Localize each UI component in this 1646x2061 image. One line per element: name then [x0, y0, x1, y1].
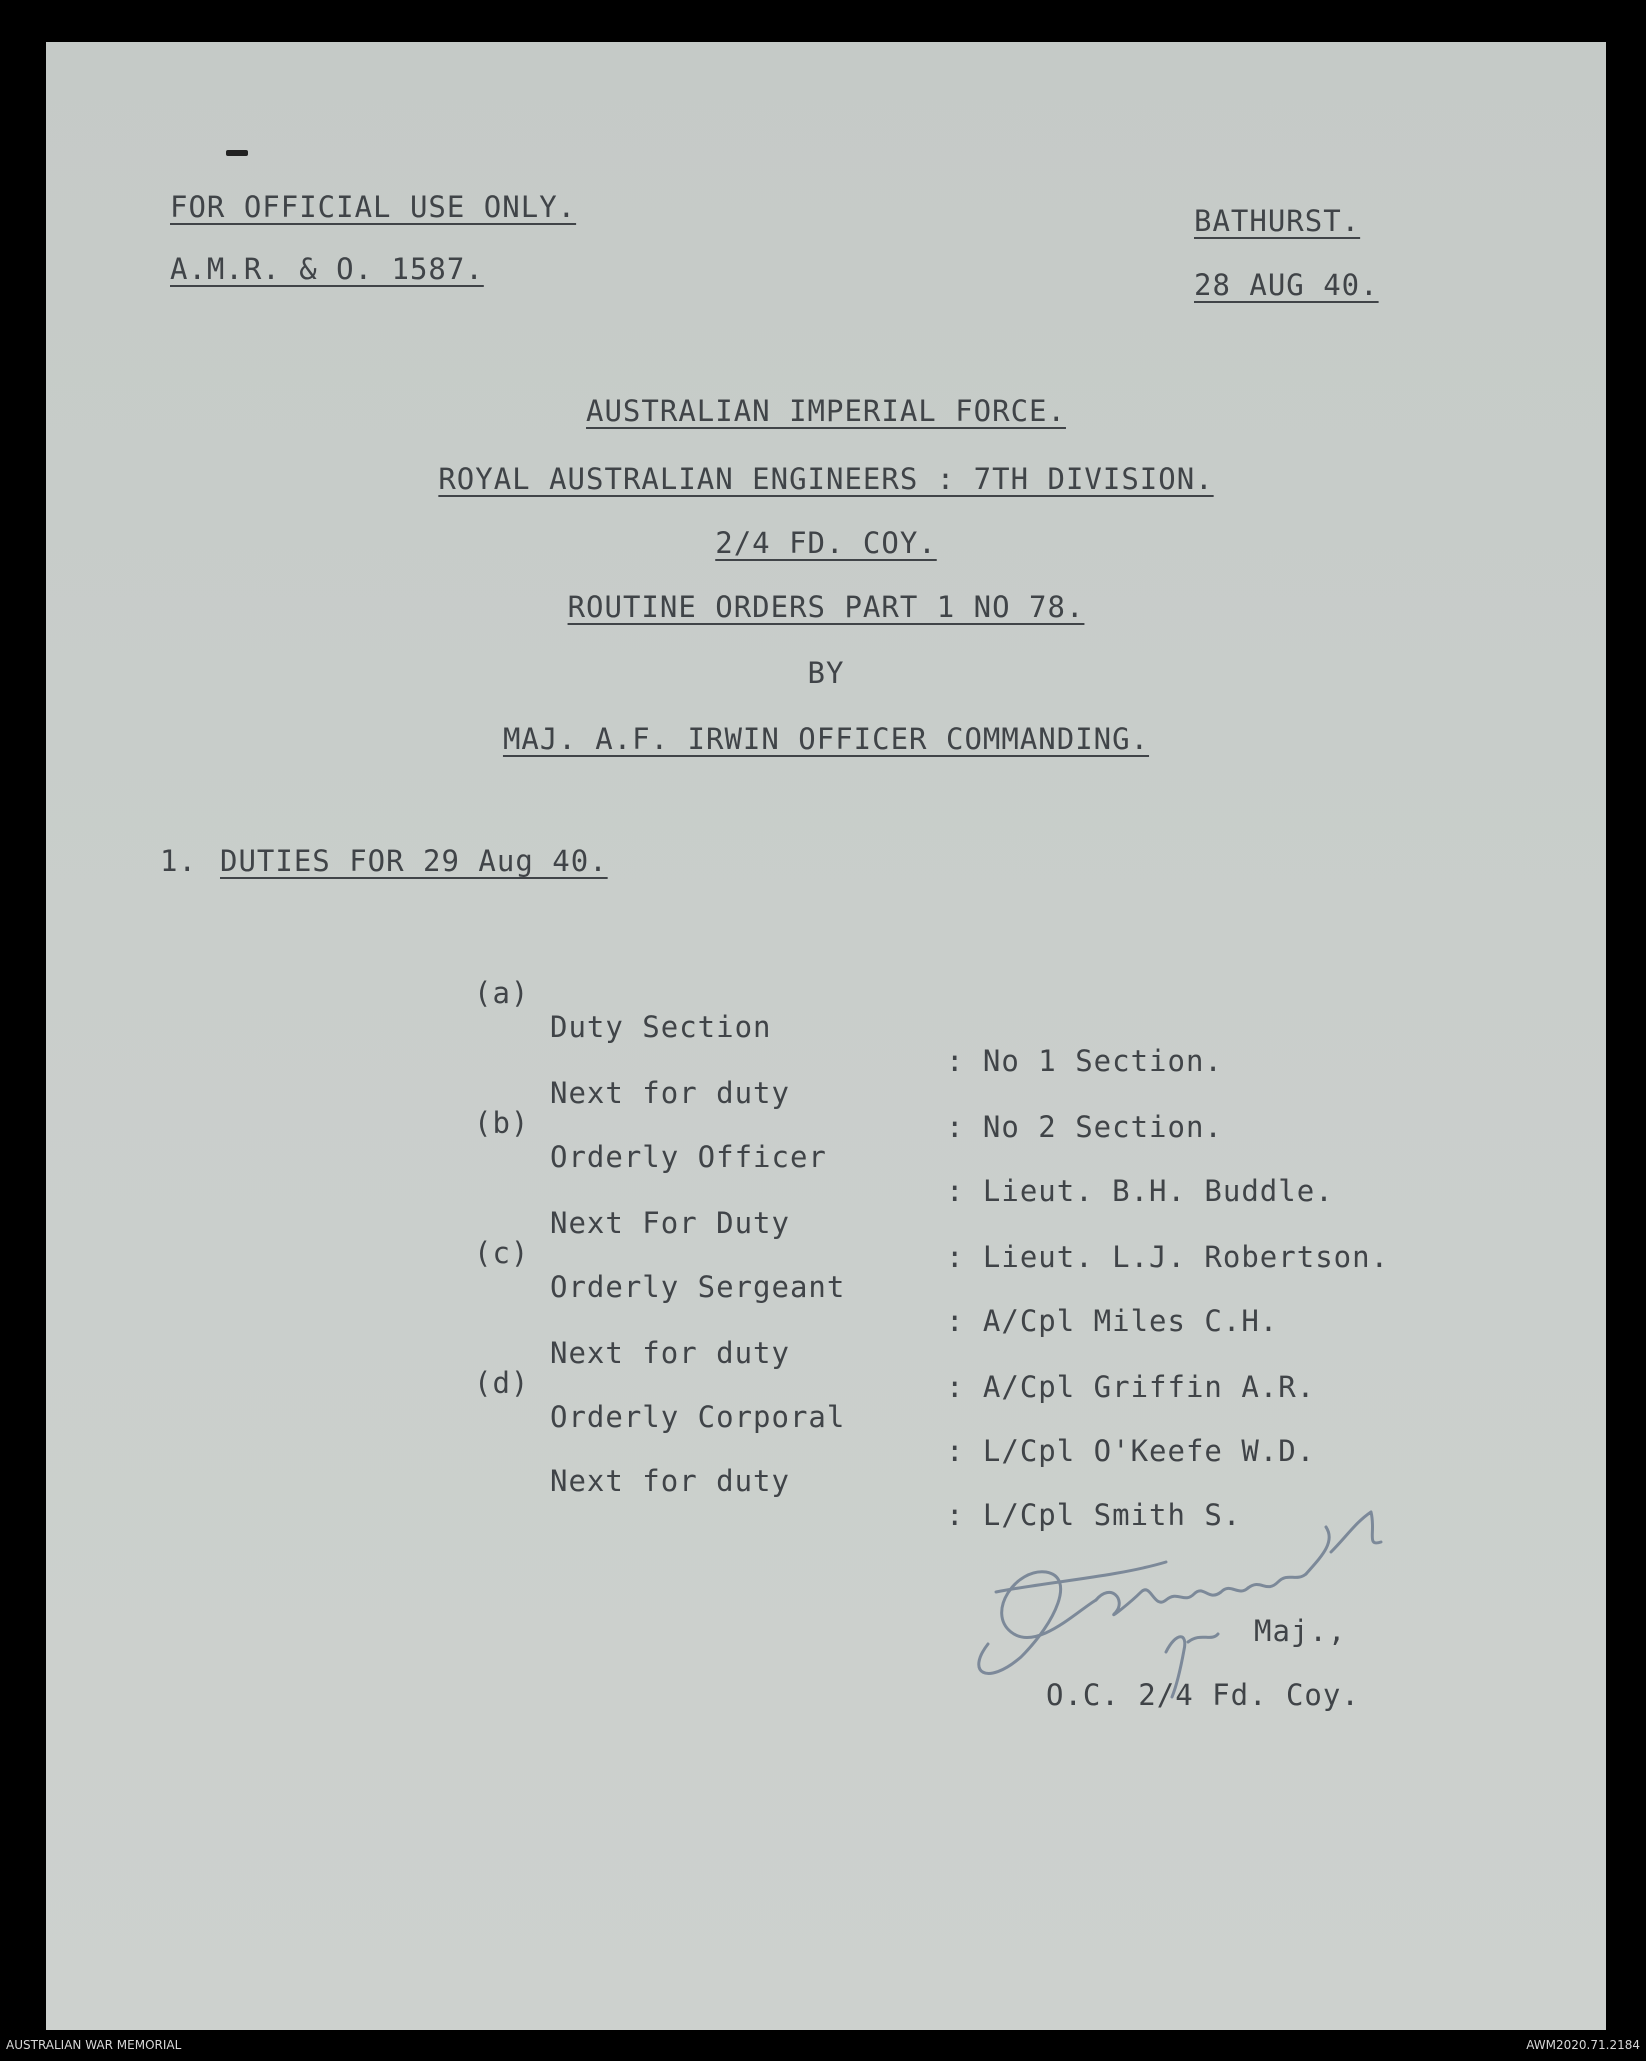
- title-line-3: 2/4 FD. COY.: [715, 526, 937, 560]
- duty-row-value: : Lieut. L.J. Robertson.: [946, 1240, 1390, 1274]
- document-page: [46, 42, 1606, 2030]
- signatory-rank: Maj.,: [1254, 1614, 1347, 1648]
- duty-row-value: : L/Cpl Smith S.: [946, 1498, 1242, 1532]
- document-date: 28 AUG 40.: [1194, 268, 1379, 302]
- location-label: BATHURST.: [1194, 204, 1361, 238]
- duty-row-letter: (d): [474, 1366, 530, 1400]
- duty-row-value: : A/Cpl Griffin A.R.: [946, 1370, 1316, 1404]
- duty-row-letter: (c): [474, 1236, 530, 1270]
- duty-row-letter: (a): [474, 976, 530, 1010]
- duty-row-label: Next for duty: [550, 1076, 790, 1110]
- duty-row-label: Next For Duty: [550, 1206, 790, 1240]
- classification-label: FOR OFFICIAL USE ONLY.: [170, 190, 577, 224]
- duty-row-label: Orderly Corporal: [550, 1400, 846, 1434]
- reference-number: A.M.R. & O. 1587.: [170, 252, 484, 286]
- duty-row-label: Orderly Sergeant: [550, 1270, 846, 1304]
- title-line-2: ROYAL AUSTRALIAN ENGINEERS : 7TH DIVISION.: [438, 462, 1214, 496]
- footer-archive-name: AUSTRALIAN WAR MEMORIAL: [6, 2038, 182, 2052]
- duty-row-label: Next for duty: [550, 1336, 790, 1370]
- duty-row-value: : L/Cpl O'Keefe W.D.: [946, 1434, 1316, 1468]
- title-line-5: BY: [807, 656, 845, 690]
- footer-accession-number: AWM2020.71.2184: [1526, 2038, 1640, 2052]
- duty-row: [46, 942, 1606, 1078]
- section-heading: DUTIES FOR 29 Aug 40.: [220, 844, 608, 878]
- duty-row-value: : No 1 Section.: [946, 1044, 1223, 1078]
- title-line-1: AUSTRALIAN IMPERIAL FORCE.: [586, 394, 1066, 428]
- duty-row-value: : No 2 Section.: [946, 1110, 1223, 1144]
- duty-row-value: : Lieut. B.H. Buddle.: [946, 1174, 1334, 1208]
- section-number: 1.: [160, 844, 197, 878]
- ink-mark: [226, 150, 248, 156]
- duty-row-value: : A/Cpl Miles C.H.: [946, 1304, 1279, 1338]
- title-line-6: MAJ. A.F. IRWIN OFFICER COMMANDING.: [502, 722, 1150, 756]
- duty-row-label: Next for duty: [550, 1464, 790, 1498]
- title-line-4: ROUTINE ORDERS PART 1 NO 78.: [567, 590, 1085, 624]
- signatory-position: O.C. 2/4 Fd. Coy.: [1046, 1678, 1360, 1712]
- duty-row-label: Orderly Officer: [550, 1140, 827, 1174]
- duty-row-label: Duty Section: [550, 1010, 772, 1044]
- duty-row-letter: (b): [474, 1106, 530, 1140]
